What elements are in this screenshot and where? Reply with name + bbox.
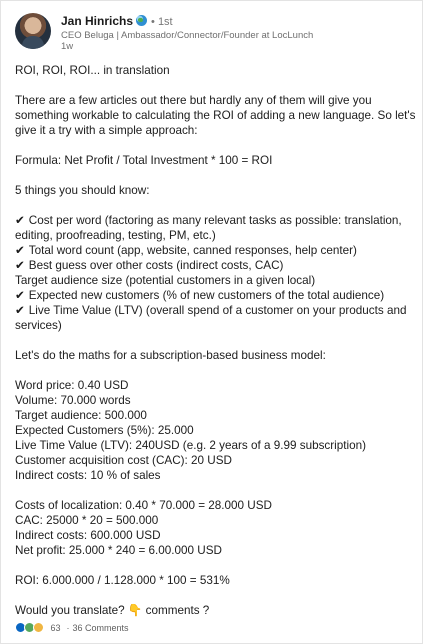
paragraph-gap (15, 558, 411, 573)
list-item-text: Live Time Value (LTV) (overall spend of a customer on your products and (28, 304, 407, 317)
post-body (15, 63, 416, 618)
intro-line-3: give it a try with a simple approach: (15, 124, 198, 137)
list-item-cost-per-word-continued: editing, proofreading, testing, PM, etc.) (15, 229, 216, 242)
social-counts (15, 621, 129, 635)
target-audience-line: Target audience: 500.000 (15, 409, 147, 422)
author-headline: CEO Beluga | Ambassador/Connector/Founder at LocLunch (61, 30, 314, 41)
ltv-line: Live Time Value (LTV): 240USD (e.g. 2 years of a 9.99 subscription) (15, 439, 366, 452)
author-avatar[interactable] (15, 13, 51, 49)
post-title-line: ROI, ROI, ROI... in translation (15, 64, 170, 77)
check-mark-icon: ✔ (15, 259, 25, 272)
paragraph-gap (15, 483, 411, 498)
paragraph-gap (15, 78, 411, 93)
indirect-costs-line: Indirect costs: 10 % of sales (15, 469, 161, 482)
check-mark-icon: ✔ (15, 304, 25, 317)
maths-intro-line: Let's do the maths for a subscription-based business model: (15, 349, 326, 362)
check-mark-icon: ✔ (15, 214, 25, 227)
list-item-text: Best guess over other costs (indirect costs, CAC) (28, 259, 284, 272)
insightful-reaction-icon (33, 622, 44, 633)
intro-line-2: something workable to calculating the ROI of adding a new language. So let's (15, 109, 416, 122)
check-mark-icon: ✔ (15, 244, 25, 257)
roi-line: ROI: 6.000.000 / 1.128.000 * 100 = 531% (15, 574, 230, 587)
author-name-row (61, 14, 173, 29)
expected-customers-line: Expected Customers (5%): 25.000 (15, 424, 194, 437)
list-item-text: Total word count (app, website, canned responses, help center) (28, 244, 357, 257)
paragraph-gap (15, 588, 411, 603)
cac-line: Customer acquisition cost (CAC): 20 USD (15, 454, 232, 467)
globe-icon (136, 15, 147, 26)
author-name[interactable]: Jan Hinrichs (61, 14, 134, 28)
post-header (15, 13, 410, 55)
list-item-other-costs (15, 258, 411, 273)
reaction-count[interactable]: 63 (50, 623, 61, 633)
volume-line: Volume: 70.000 words (15, 394, 131, 407)
net-profit-line: Net profit: 25.000 * 240 = 6.00.000 USD (15, 544, 222, 557)
localization-costs-line: Costs of localization: 0.40 * 70.000 = 28.000 USD (15, 499, 272, 512)
word-price-line: Word price: 0.40 USD (15, 379, 129, 392)
comments-count-link[interactable]: 36 Comments (72, 623, 129, 633)
post-time: 1w (61, 41, 74, 52)
formula-line: Formula: Net Profit / Total Investment * 100 = ROI (15, 154, 273, 167)
cac-calculation-line: CAC: 25000 * 20 = 500.000 (15, 514, 159, 527)
list-item-ltv (15, 303, 411, 318)
paragraph-gap (15, 168, 411, 183)
list-item-cost-per-word (15, 213, 411, 228)
footer-separator: · (66, 623, 70, 633)
paragraph-gap (15, 198, 411, 213)
check-mark-icon: ✔ (15, 289, 25, 302)
paragraph-gap (15, 333, 411, 348)
question-line: Would you translate? 👇 comments ? (15, 604, 210, 617)
paragraph-gap (15, 138, 411, 153)
list-item-text: Cost per word (factoring as many relevant tasks as possible: translation, (28, 214, 402, 227)
list-item-text: Expected new customers (% of new customers of the total audience) (28, 289, 385, 302)
paragraph-gap (15, 363, 411, 378)
list-item-word-count (15, 243, 411, 258)
intro-line-1: There are a few articles out there but hardly any of them will give you (15, 94, 372, 107)
five-things-line: 5 things you should know: (15, 184, 150, 197)
indirect-costs-calculation-line: Indirect costs: 600.000 USD (15, 529, 161, 542)
connection-degree: • 1st (151, 16, 173, 28)
list-item-new-customers (15, 288, 411, 303)
list-item-ltv-continued: services) (15, 319, 62, 332)
list-item-target-audience: Target audience size (potential customers in a given local) (15, 274, 316, 287)
